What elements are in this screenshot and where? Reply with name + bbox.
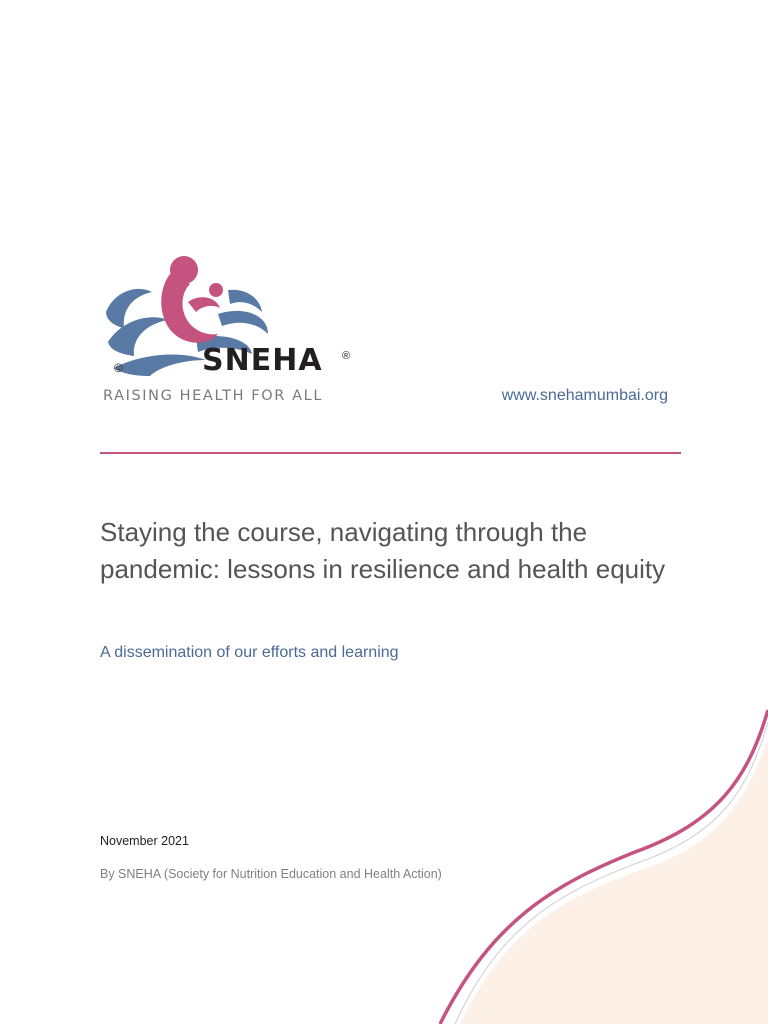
author-byline: By SNEHA (Society for Nutrition Education and Health Action)	[100, 867, 442, 881]
logo-child-head	[209, 283, 223, 297]
website-link[interactable]: www.snehamumbai.org	[501, 387, 668, 404]
pink-wave-line	[440, 710, 768, 1024]
document-subtitle: A dissemination of our efforts and learning	[100, 644, 399, 661]
document-title: Staying the course, navigating through the pandemic: lessons in resilience and health equity	[100, 517, 666, 584]
logo-leaf-right-top	[228, 290, 262, 312]
brand-name: SNEHA	[202, 343, 323, 378]
logo-mother-arm	[188, 297, 220, 312]
grey-wave-line	[455, 722, 768, 1024]
copyright-mark: ©	[114, 361, 123, 375]
logo-leaf-right-mid	[218, 311, 268, 334]
header-divider	[100, 452, 681, 454]
cream-fill-shape	[460, 740, 768, 1024]
brand-tagline: RAISING HEALTH FOR ALL	[103, 388, 324, 404]
logo-leaf-bottom	[114, 354, 206, 376]
logo-child-eye	[188, 291, 194, 297]
logo-mother-body	[161, 274, 218, 343]
registered-mark: ®	[342, 350, 351, 362]
publication-date: November 2021	[100, 834, 189, 848]
